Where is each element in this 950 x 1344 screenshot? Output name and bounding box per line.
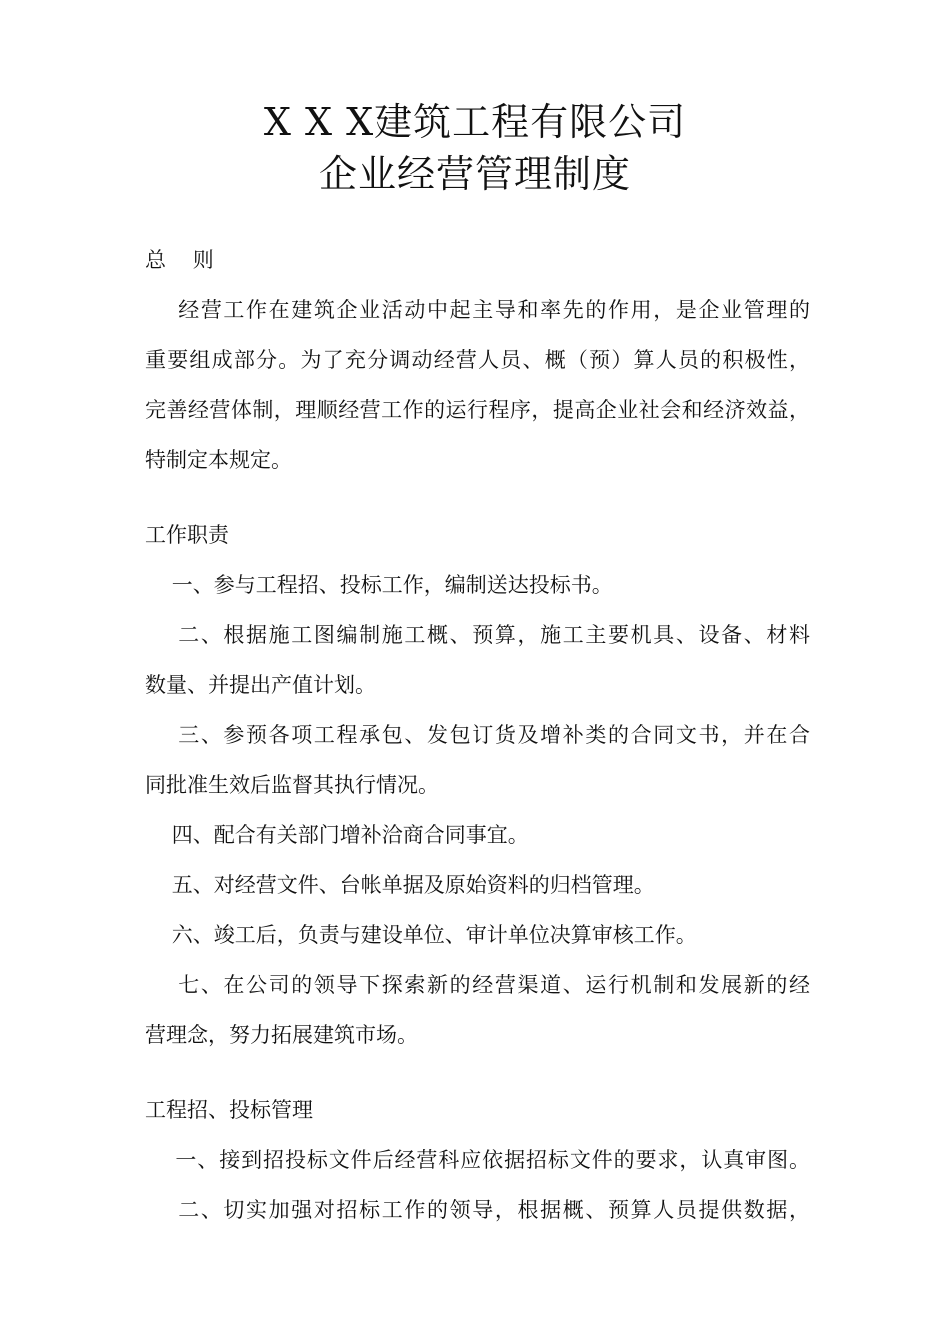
list-item: 七、在公司的领导下探索新的经营渠道、运行机制和发展新的经 [145, 973, 810, 997]
document-title-line1: X X X建筑工程有限公司 [263, 100, 687, 144]
list-item: 一、参与工程招、投标工作，编制送达投标书。 [145, 573, 613, 597]
section-heading-duties: 工作职责 [145, 523, 229, 547]
list-item: 营理念，努力拓展建筑市场。 [145, 1023, 418, 1047]
list-item: 数量、并提出产值计划。 [145, 673, 376, 697]
list-item: 二、切实加强对招标工作的领导，根据概、预算人员提供数据， [145, 1198, 810, 1222]
paragraph-line: 经营工作在建筑企业活动中起主导和率先的作用，是企业管理的 [145, 298, 810, 322]
document-title-line2: 企业经营管理制度 [318, 152, 631, 196]
list-item: 五、对经营文件、台帐单据及原始资料的归档管理。 [145, 873, 655, 897]
paragraph-line: 特制定本规定。 [145, 448, 292, 472]
list-item: 同批准生效后监督其执行情况。 [145, 773, 439, 797]
paragraph-line: 完善经营体制，理顺经营工作的运行程序，提高企业社会和经济效益， [145, 398, 810, 422]
list-item: 三、参预各项工程承包、发包订货及增补类的合同文书，并在合 [145, 723, 810, 747]
list-item: 四、配合有关部门增补洽商合同事宜。 [145, 823, 529, 847]
section-heading-bidding: 工程招、投标管理 [145, 1098, 313, 1122]
list-item: 二、根据施工图编制施工概、预算，施工主要机具、设备、材料 [145, 623, 810, 647]
section-heading-general: 总 则 [145, 248, 214, 272]
list-item: 一、接到招投标文件后经营科应依据招标文件的要求，认真审图。 [145, 1148, 810, 1172]
list-item: 六、竣工后，负责与建设单位、审计单位决算审核工作。 [145, 923, 697, 947]
paragraph-line: 重要组成部分。为了充分调动经营人员、概（预）算人员的积极性， [145, 348, 810, 372]
